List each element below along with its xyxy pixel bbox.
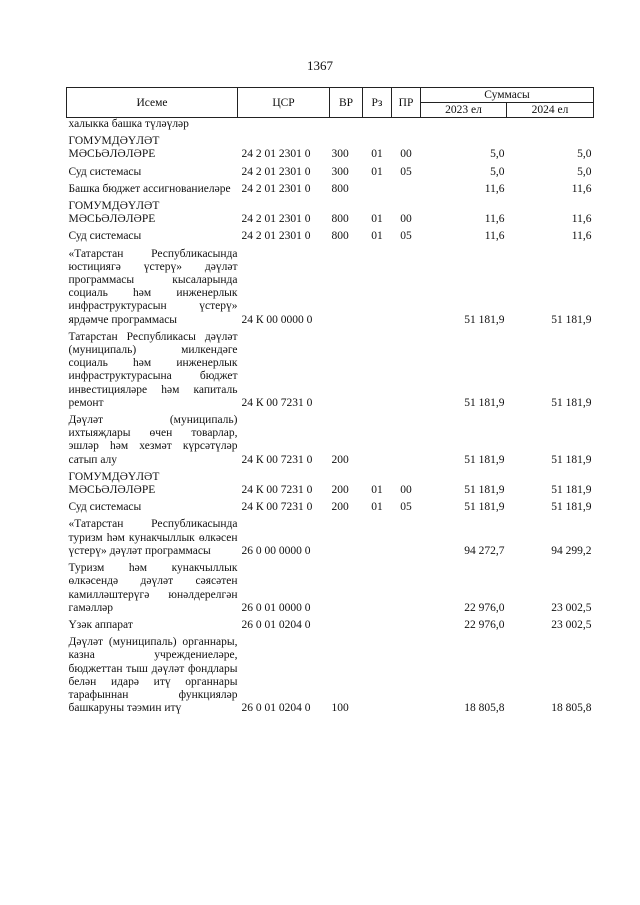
row-amount-2023: 94 272,7	[464, 544, 505, 557]
row-amount-2023: 51 181,9	[464, 453, 505, 466]
row-name: ГОМУМДӘҮЛӘТ МӘСЬӘЛӘЛӘРЕ	[68, 135, 160, 161]
row-name: Суд системасы	[68, 501, 142, 514]
header-rz: Рз	[363, 88, 392, 118]
row-csr	[238, 118, 330, 132]
row-vr: 200	[331, 501, 349, 514]
row-rz: 01	[371, 501, 383, 514]
table-body	[67, 118, 594, 716]
row-vr	[330, 514, 363, 558]
row-vr	[330, 615, 363, 632]
table-row	[67, 244, 594, 327]
table-row	[67, 558, 594, 615]
row-csr: 24 К 00 7231 0	[241, 484, 313, 497]
row-rz: 01	[371, 165, 383, 178]
row-csr: 24 К 00 0000 0	[241, 313, 313, 326]
row-amount-2024: 18 805,8	[551, 702, 592, 715]
row-csr: 24 К 00 7231 0	[241, 396, 313, 409]
row-amount-2023: 51 181,9	[464, 484, 505, 497]
header-sums: Суммасы	[421, 88, 594, 103]
row-rz	[363, 118, 392, 132]
row-pr	[392, 410, 421, 467]
row-vr	[330, 558, 363, 615]
row-name: Дәүләт (муниципаль) ихтыяҗлары өчен товарлар, эшләр һәм хезмәт күрсәтүләр сатып алу	[68, 414, 238, 466]
row-amount-2024: 51 181,9	[551, 453, 592, 466]
header-pr: ПР	[392, 88, 421, 118]
table-row	[67, 118, 594, 132]
table-row	[67, 131, 594, 161]
row-pr: 05	[400, 165, 412, 178]
row-csr: 24 2 01 2301 0	[241, 148, 311, 161]
table-row	[67, 410, 594, 467]
table-row	[67, 514, 594, 558]
row-amount-2023: 51 181,9	[464, 396, 505, 409]
row-vr: 200	[331, 484, 349, 497]
table-row	[67, 196, 594, 226]
row-name: Дәүләт (муниципаль) органнары, казна учреждениеләре, бюджеттан тыш дәүләт фондлары белән идарә итү органнары тарафыннан функцияләр башкаруны тәэмин итү	[68, 636, 238, 715]
row-amount-2024: 51 181,9	[551, 396, 592, 409]
row-pr	[392, 615, 421, 632]
row-name: Башка бюджет ассигнованиеләре	[68, 182, 231, 195]
header-name: Исеме	[67, 88, 238, 118]
row-rz: 01	[371, 484, 383, 497]
table-row	[67, 327, 594, 410]
row-vr	[330, 118, 363, 132]
row-csr: 26 0 01 0204 0	[241, 618, 311, 631]
row-rz	[363, 514, 392, 558]
row-rz	[363, 410, 392, 467]
row-name: «Татарстан Республикасында туризм һәм кунакчыллык өлкәсен үстерү» дәүләт программасы	[68, 518, 238, 557]
row-vr: 800	[331, 230, 349, 243]
row-amount-2023: 22 976,0	[464, 601, 505, 614]
row-rz: 01	[371, 230, 383, 243]
row-vr: 200	[331, 453, 349, 466]
row-csr: 24 2 01 2301 0	[241, 213, 311, 226]
row-vr: 300	[331, 148, 349, 161]
row-pr: 00	[400, 484, 412, 497]
row-amount-2023: 5,0	[490, 165, 505, 178]
table-row	[67, 632, 594, 715]
row-pr	[392, 632, 421, 715]
page-number: 1367	[307, 58, 333, 73]
row-vr: 800	[331, 213, 349, 226]
row-name: ГОМУМДӘҮЛӘТ МӘСЬӘЛӘЛӘРЕ	[68, 200, 160, 226]
header-year-2023: 2023 ел	[421, 103, 507, 118]
row-vr	[330, 327, 363, 410]
row-name: халыкка башка түләүләр	[68, 118, 189, 130]
row-amount-2024: 5,0	[577, 148, 592, 161]
row-csr: 24 2 01 2301 0	[241, 230, 311, 243]
row-rz	[363, 558, 392, 615]
header-vr: ВР	[330, 88, 363, 118]
row-amount-2024	[507, 118, 594, 132]
row-amount-2023: 51 181,9	[464, 313, 505, 326]
table-row	[67, 615, 594, 632]
row-csr: 26 0 00 0000 0	[241, 544, 311, 557]
row-pr: 05	[400, 230, 412, 243]
row-pr	[392, 558, 421, 615]
row-pr	[392, 118, 421, 132]
row-amount-2024: 94 299,2	[551, 544, 592, 557]
header-year-2024: 2024 ел	[507, 103, 594, 118]
row-amount-2024: 11,6	[571, 182, 592, 195]
row-amount-2024: 51 181,9	[551, 501, 592, 514]
row-rz	[363, 615, 392, 632]
row-rz	[363, 632, 392, 715]
row-csr: 26 0 01 0000 0	[241, 601, 311, 614]
row-amount-2024: 5,0	[577, 165, 592, 178]
row-amount-2023	[421, 118, 507, 132]
row-pr	[392, 327, 421, 410]
row-amount-2024: 23 002,5	[551, 601, 592, 614]
row-vr: 800	[331, 182, 349, 195]
row-csr: 24 К 00 7231 0	[241, 501, 313, 514]
row-name: Татарстан Республикасы дәүләт (муниципаль) милкендәге социаль һәм инженерлык инфраструктурасына бюджет инвестицияләре һәм капиталь ремонт	[68, 330, 238, 409]
row-rz: 01	[371, 213, 383, 226]
row-amount-2023: 11,6	[484, 230, 505, 243]
table-row	[67, 179, 594, 196]
row-pr	[392, 244, 421, 327]
row-rz	[363, 244, 392, 327]
row-amount-2023: 18 805,8	[464, 702, 505, 715]
row-vr	[330, 244, 363, 327]
row-pr: 05	[400, 501, 412, 514]
row-name: Суд системасы	[68, 230, 142, 243]
budget-table	[66, 87, 594, 715]
table-row	[67, 162, 594, 179]
row-pr	[392, 179, 421, 196]
row-amount-2024: 51 181,9	[551, 313, 592, 326]
row-vr: 300	[331, 165, 349, 178]
row-amount-2023: 11,6	[484, 213, 505, 226]
row-amount-2024: 11,6	[571, 230, 592, 243]
row-name: «Татарстан Республикасында юстициягә үстерү» дәүләт программасы кысаларында социаль һәм инженерлык инфраструктурасын үстерү» ярдәмче программасы	[68, 247, 238, 326]
row-pr: 00	[400, 148, 412, 161]
row-amount-2024: 23 002,5	[551, 618, 592, 631]
table-row	[67, 497, 594, 514]
row-rz	[363, 327, 392, 410]
row-name: Үзәк аппарат	[68, 618, 133, 631]
row-amount-2023: 51 181,9	[464, 501, 505, 514]
row-amount-2023: 22 976,0	[464, 618, 505, 631]
table-header	[67, 88, 594, 118]
row-csr: 24 2 01 2301 0	[241, 182, 311, 195]
row-name: Туризм һәм кунакчыллык өлкәсендә дәүләт сәясәтен камилләштерүгә юнәлдерелгән гамәлләр	[68, 562, 238, 614]
row-pr	[392, 514, 421, 558]
row-csr: 24 К 00 7231 0	[241, 453, 313, 466]
header-csr: ЦСР	[238, 88, 330, 118]
row-name: ГОМУМДӘҮЛӘТ МӘСЬӘЛӘЛӘРЕ	[68, 470, 160, 497]
table-row	[67, 467, 594, 497]
row-csr: 26 0 01 0204 0	[241, 702, 311, 715]
row-amount-2023: 5,0	[490, 148, 505, 161]
row-amount-2024: 11,6	[571, 213, 592, 226]
row-amount-2023: 11,6	[484, 182, 505, 195]
row-amount-2024: 51 181,9	[551, 484, 592, 497]
row-pr: 00	[400, 213, 412, 226]
row-csr: 24 2 01 2301 0	[241, 165, 311, 178]
row-name: Суд системасы	[68, 165, 142, 178]
row-rz	[363, 179, 392, 196]
table-row	[67, 226, 594, 243]
row-rz: 01	[371, 148, 383, 161]
row-vr: 100	[331, 702, 349, 715]
